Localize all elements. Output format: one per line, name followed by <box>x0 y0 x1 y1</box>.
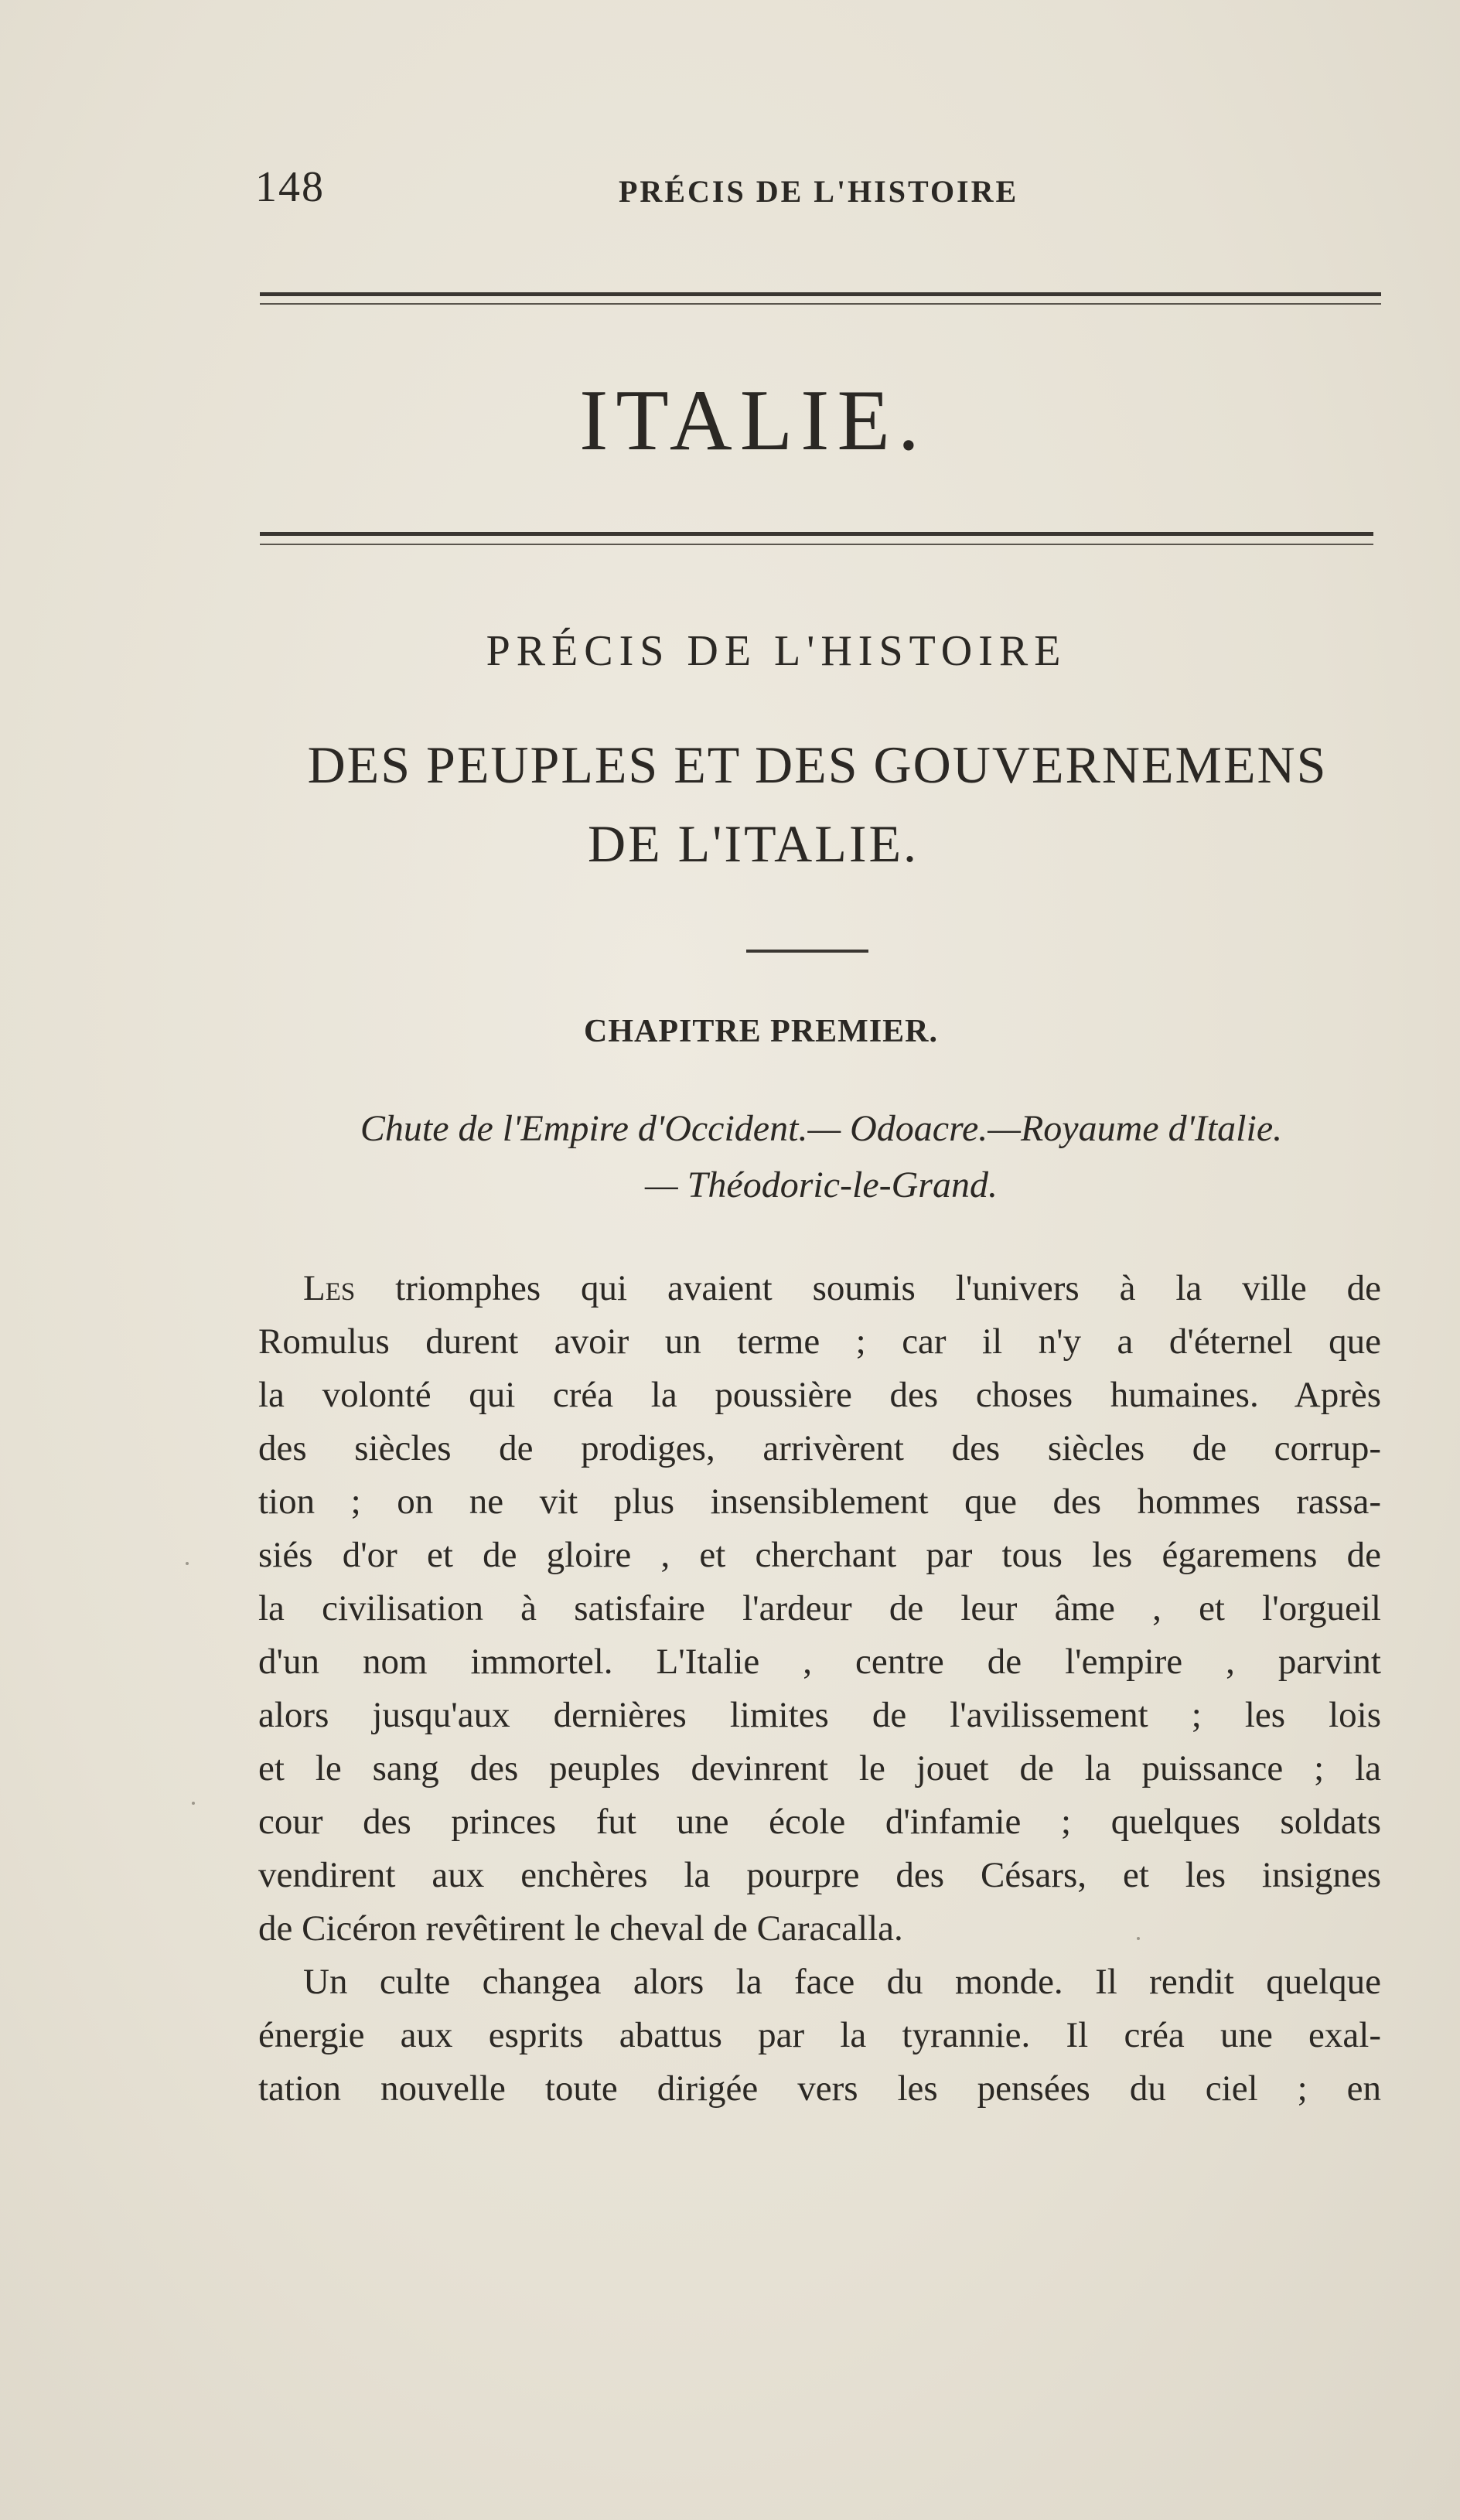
running-title: PRÉCIS DE L'HISTOIRE <box>619 174 1019 209</box>
paper-speck <box>192 1802 195 1805</box>
main-title-line-1: PRÉCIS DE L'HISTOIRE <box>486 627 1067 675</box>
body-line: Romulus durent avoir un terme ; car il n'y a d'éternel que <box>258 1321 1381 1362</box>
body-line: siés d'or et de gloire , et cherchant par tous les égaremens de <box>258 1535 1381 1575</box>
paper-speck <box>186 1562 189 1565</box>
body-line: Un culte changea alors la face du monde. Il rendit quelque <box>303 1962 1381 2002</box>
body-line: tion ; on ne vit plus insensiblement que des hommes rassa- <box>258 1482 1381 1522</box>
body-text <box>258 1262 1381 2116</box>
body-line: des siècles de prodiges, arrivèrent des siècles de corrup- <box>258 1428 1381 1468</box>
body-line: cour des princes fut une école d'infamie ; quelques soldats <box>258 1802 1381 1842</box>
body-line: et le sang des peuples devinrent le jouet de la puissance ; la <box>258 1748 1381 1789</box>
section-rule-top <box>260 532 1373 536</box>
main-title-line-2: DES PEUPLES ET DES GOUVERNEMENS <box>307 735 1328 794</box>
body-line: d'un nom immortel. L'Italie , centre de l'empire , parvint <box>258 1642 1381 1682</box>
section-title: ITALIE. <box>579 373 927 469</box>
chapter-summary-line-1: Chute de l'Empire d'Occident.— Odoacre.—Royaume d'Italie. <box>360 1108 1283 1149</box>
body-line: la civilisation à satisfaire l'ardeur de leur âme , et l'orgueil <box>258 1588 1381 1628</box>
page-header <box>255 162 1376 217</box>
title-separator <box>746 950 868 953</box>
body-line: Les triomphes qui avaient soumis l'univers à la ville de <box>303 1268 1381 1308</box>
chapter-summary-line-2: — Théodoric-le-Grand. <box>645 1165 998 1205</box>
paper-speck <box>1137 1937 1140 1940</box>
chapter-heading: CHAPITRE PREMIER. <box>583 1014 939 1049</box>
header-rule-top <box>260 292 1381 296</box>
body-line: vendirent aux enchères la pourpre des Césars, et les insignes <box>258 1855 1381 1895</box>
body-line: tation nouvelle toute dirigée vers les pensées du ciel ; en <box>258 2068 1381 2109</box>
body-line: alors jusqu'aux dernières limites de l'avilissement ; les lois <box>258 1695 1381 1735</box>
main-title-line-3: DE L'ITALIE. <box>588 814 919 873</box>
body-line: la volonté qui créa la poussière des choses humaines. Après <box>258 1375 1381 1415</box>
body-line: de Cicéron revêtirent le cheval de Caracalla. <box>258 1908 903 1949</box>
header-rule-bottom <box>260 303 1381 305</box>
section-rule-bottom <box>260 544 1373 545</box>
drop-word: Les <box>303 1268 356 1308</box>
body-line: énergie aux esprits abattus par la tyrannie. Il créa une exal- <box>258 2015 1381 2055</box>
page-number: 148 <box>255 163 325 211</box>
